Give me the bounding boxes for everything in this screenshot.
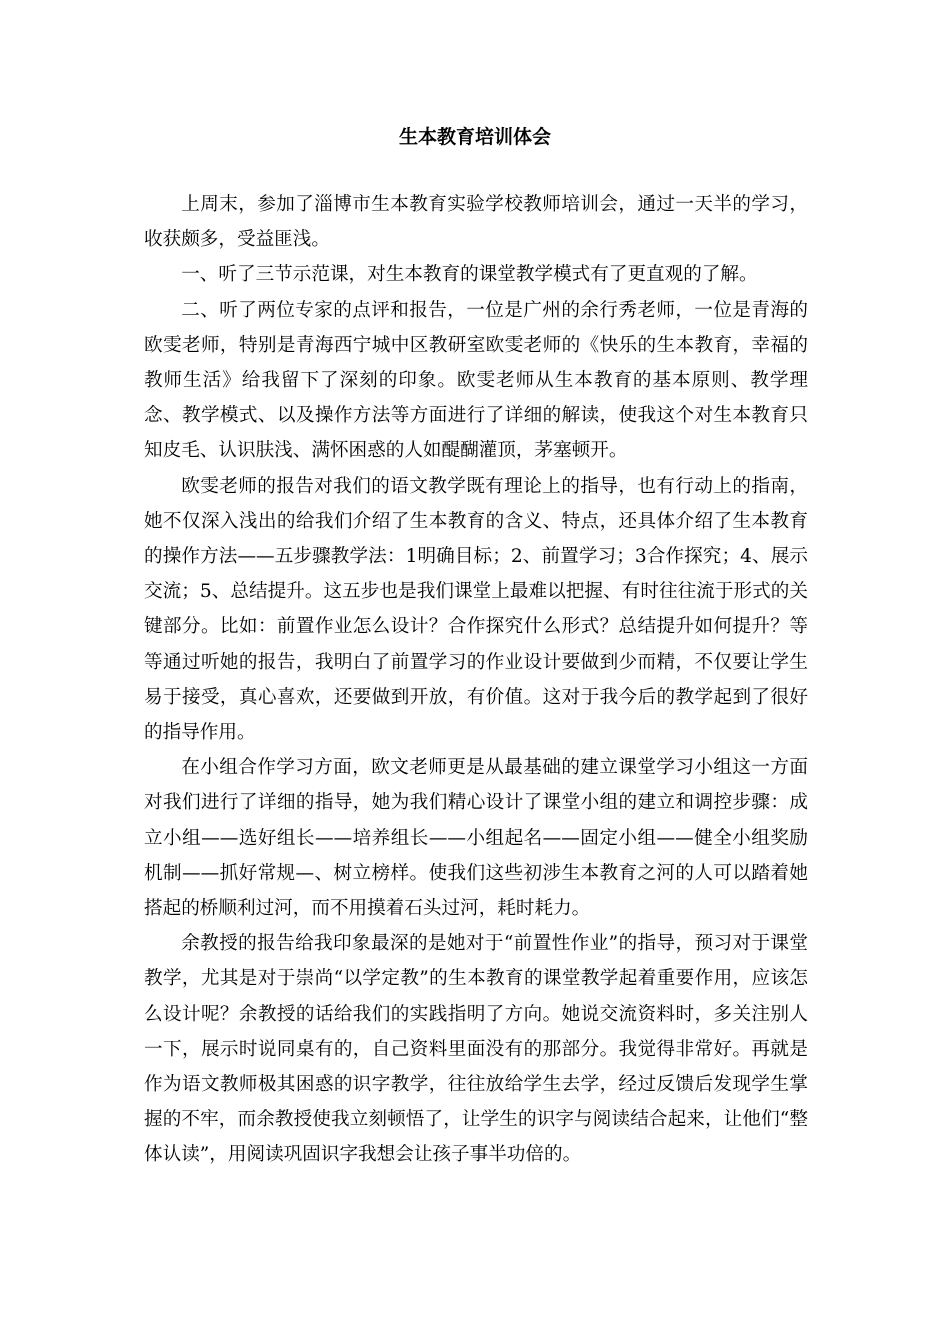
paragraph-preview-homework: 余教授的报告给我印象最深的是她对于“前置性作业”的指导，预习对于课堂教学，尤其是对于崇尚“以学定教”的生本教育的课堂教学起着重要作用，应该怎么设计呢？余教授的话给我们的实践指明了方向。她说交流资料时，多关注别人一下，展示时说同桌有的，自己资料里面没有的那部分。我觉得非常好。再就是作为语文教师极其困惑的识字教学，往往放给学生去学，经过反馈后发现学生掌握的不牢，而余教授使我立刻顿悟了，让学生的识字与阅读结合起来，让他们“整体认读”，用阅读巩固识字我想会让孩子事半功倍的。 bbox=[144, 933, 808, 1166]
document-title: 生本教育培训体会 bbox=[398, 126, 551, 148]
paragraph-intro: 上周末，参加了淄博市生本教育实验学校教师培训会，通过一天半的学习，收获颇多，受益匪浅。 bbox=[144, 194, 808, 251]
document-body bbox=[144, 187, 808, 1173]
paragraph-five-step-method: 欧雯老师的报告对我们的语文教学既有理论上的指导，也有行动上的指南，她不仅深入浅出的给我们介绍了生本教育的含义、特点，还具体介绍了生本教育的操作方法——五步骤教学法：1明确目标；2、前置学习；3合作探究；4、展示交流；5、总结提升。这五步也是我们课堂上最难以把握、有时往往流于形式的关键部分。比如：前置作业怎么设计？合作探究什么形式？总结提升如何提升？等等通过听她的报告，我明白了前置学习的作业设计要做到少而精，不仅要让学生易于接受，真心喜欢，还要做到开放，有价值。这对于我今后的教学起到了很好的指导作用。 bbox=[144, 475, 808, 744]
paragraph-demo-lessons: 一、听了三节示范课，对生本教育的课堂教学模式有了更直观的了解。 bbox=[181, 264, 758, 286]
paragraph-group-cooperation: 在小组合作学习方面，欧文老师更是从最基础的建立课堂学习小组这一方面对我们进行了详细的指导，她为我们精心设计了课堂小组的建立和调控步骤：成立小组——选好组长——培养组长——小组起名——固定小组——健全小组奖励机制——抓好常规—、树立榜样。使我们这些初涉生本教育之河的人可以踏着她搭起的桥顺利过河，而不用摸着石头过河，耗时耗力。 bbox=[144, 757, 808, 920]
paragraph-expert-reports: 二、听了两位专家的点评和报告，一位是广州的余行秀老师，一位是青海的欧雯老师，特别是青海西宁城中区教研室欧雯老师的《快乐的生本教育，幸福的教师生活》给我留下了深刻的印象。欧雯老师从生本教育的基本原则、教学理念、教学模式、以及操作方法等方面进行了详细的解读，使我这个对生本教育只知皮毛、认识肤浅、满怀困惑的人如醍醐灌顶，茅塞顿开。 bbox=[144, 299, 808, 462]
